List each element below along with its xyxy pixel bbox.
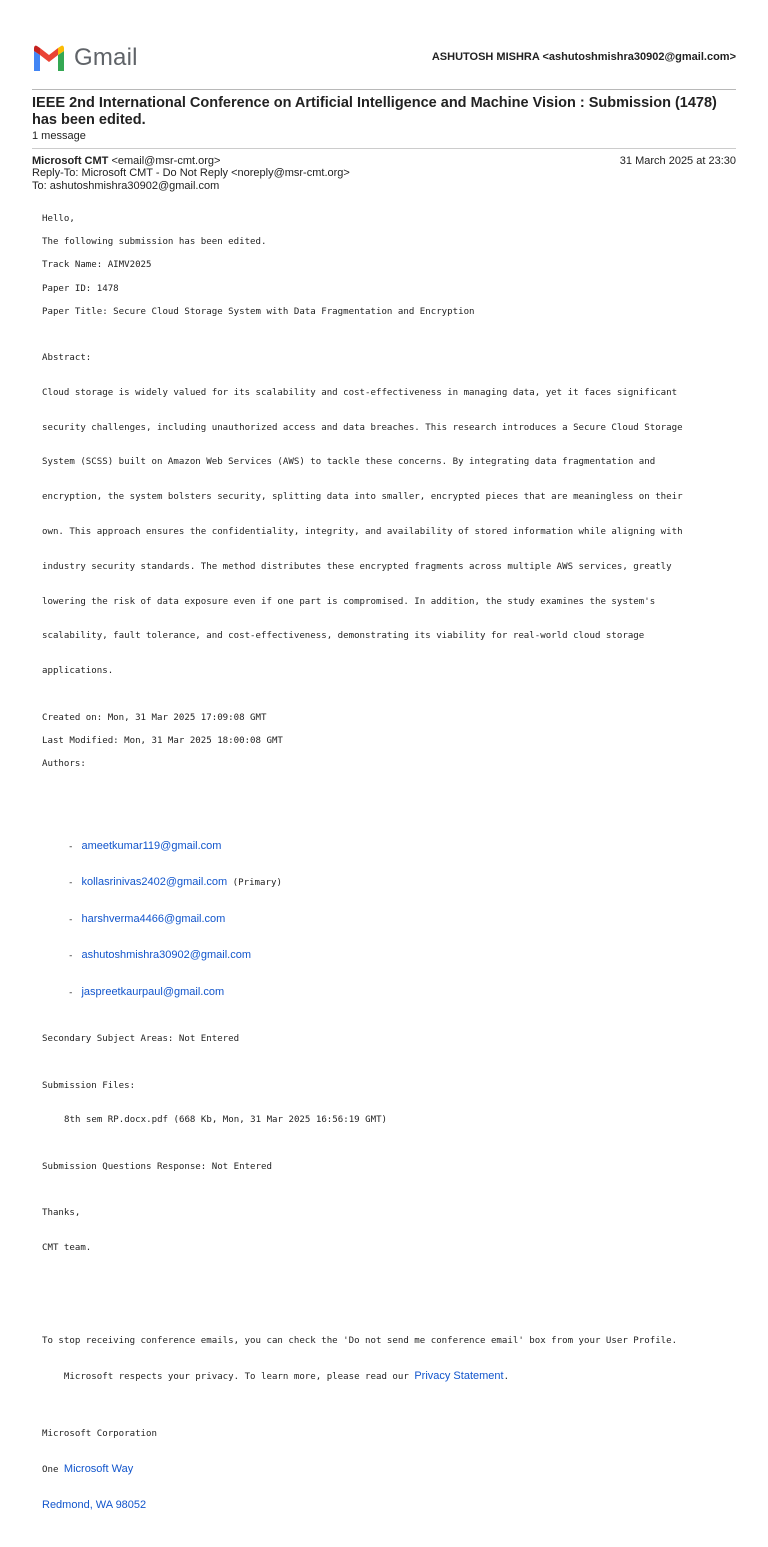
last-modified: Last Modified: Mon, 31 Mar 2025 18:00:08 GMT	[42, 735, 283, 746]
abstract-label: Abstract:	[42, 353, 92, 364]
list-item	[68, 949, 732, 962]
file-entry: 8th sem RP.docx.pdf (668 Kb, Mon, 31 Mar 2025 16:56:19 GMT)	[64, 1115, 388, 1126]
questions-response: Submission Questions Response: Not Entered	[42, 1161, 272, 1172]
authors-label: Authors:	[42, 758, 86, 769]
address-street-link[interactable]: Microsoft Way	[63, 1463, 134, 1476]
paper-id: Paper ID: 1478	[42, 283, 119, 294]
address-line-1	[42, 1464, 732, 1477]
abstract-line: own. This approach ensures the confidentiality, integrity, and availability of stored information while aligning with	[42, 527, 683, 538]
author-email-link[interactable]: jaspreetkaurpaul@gmail.com	[81, 986, 225, 999]
privacy-note	[42, 1359, 732, 1395]
abstract-line: System (SCSS) built on Amazon Web Services (AWS) to tackle these concerns. By integrating data fragmentation and	[42, 457, 656, 468]
subject-divider	[32, 148, 736, 149]
abstract-line: Cloud storage is widely valued for its scalability and cost-effectiveness in managing data, yet it faces significant	[42, 387, 678, 398]
email-meta	[32, 155, 736, 192]
gmail-header	[32, 42, 736, 74]
paper-title: Paper Title: Secure Cloud Storage System with Data Fragmentation and Encryption	[42, 306, 475, 317]
to-recipient: To: ashutoshmishra30902@gmail.com	[32, 179, 220, 192]
reply-to: Reply-To: Microsoft CMT - Do Not Reply <noreply@msr-cmt.org>	[32, 167, 350, 180]
authors-list	[42, 817, 732, 1023]
sender-email: <email@msr-cmt.org>	[111, 155, 221, 167]
list-dash: -	[68, 914, 74, 925]
email-subject: IEEE 2nd International Conference on Artificial Intelligence and Machine Vision : Submission (1478) has been edited.	[32, 95, 717, 128]
greeting: Hello,	[42, 214, 75, 224]
author-email-link[interactable]: ameetkumar119@gmail.com	[81, 839, 222, 852]
gmail-m-icon	[32, 45, 66, 71]
created-on: Created on: Mon, 31 Mar 2025 17:09:08 GMT	[42, 712, 267, 723]
files-label: Submission Files:	[42, 1080, 136, 1091]
abstract-line: industry security standards. The method distributes these encrypted fragments across multiple AWS services, greatly	[42, 561, 672, 572]
abstract-line: applications.	[42, 666, 114, 677]
list-dash: -	[68, 841, 74, 852]
secondary-subject-areas: Secondary Subject Areas: Not Entered	[42, 1034, 240, 1045]
message-count: 1 message	[32, 130, 86, 142]
abstract-line: scalability, fault tolerance, and cost-effectiveness, demonstrating its viability for real-world cloud storage	[42, 631, 645, 642]
company-address	[42, 1406, 732, 1536]
signoff	[42, 1185, 732, 1278]
abstract-line: encryption, the system bolsters security, splitting data into smaller, encrypted pieces that are meaningless on their	[42, 492, 683, 503]
intro-text: The following submission has been edited.	[42, 237, 267, 248]
privacy-prefix: Microsoft respects your privacy. To learn more, please read our	[63, 1371, 415, 1382]
company-name: Microsoft Corporation	[42, 1429, 157, 1440]
account-label: ASHUTOSH MISHRA <ashutoshmishra30902@gmail.com>	[431, 51, 736, 63]
abstract-line: security challenges, including unauthorized access and data breaches. This research introduces a Secure Cloud Storage	[42, 422, 683, 433]
list-dash: -	[68, 951, 74, 962]
privacy-statement-link[interactable]: Privacy Statement	[414, 1369, 504, 1382]
gmail-logo[interactable]	[32, 44, 138, 72]
thanks: Thanks,	[42, 1208, 81, 1219]
list-dash: -	[68, 988, 74, 999]
list-dash: -	[68, 878, 74, 889]
abstract-line: lowering the risk of data exposure even if one part is compromised. In addition, the study examines the system's	[42, 596, 656, 607]
email-date: 31 March 2025 at 23:30	[619, 155, 736, 167]
submission-files	[42, 1057, 732, 1150]
primary-tag: (Primary)	[232, 878, 282, 889]
list-item	[68, 840, 732, 853]
author-email-link[interactable]: kollasrinivas2402@gmail.com	[81, 876, 228, 889]
author-email-link[interactable]: harshverma4466@gmail.com	[81, 912, 226, 925]
list-item	[68, 986, 732, 999]
stop-emails-note: To stop receiving conference emails, you can check the 'Do not send me conference email' box from your User Profile.	[42, 1335, 678, 1346]
sender-name: Microsoft CMT	[32, 155, 109, 167]
list-item	[68, 913, 732, 926]
team: CMT team.	[42, 1242, 92, 1253]
privacy-suffix: .	[503, 1371, 510, 1382]
gmail-logo-text: Gmail	[74, 44, 138, 71]
address-one: One	[42, 1465, 59, 1476]
author-email-link[interactable]: ashutoshmishra30902@gmail.com	[81, 949, 252, 962]
abstract	[42, 330, 732, 701]
header-divider	[32, 89, 736, 90]
list-item	[68, 876, 732, 889]
track-name: Track Name: AIMV2025	[42, 260, 152, 271]
email-body	[42, 214, 732, 1547]
address-city-link[interactable]: Redmond, WA 98052	[42, 1499, 147, 1512]
